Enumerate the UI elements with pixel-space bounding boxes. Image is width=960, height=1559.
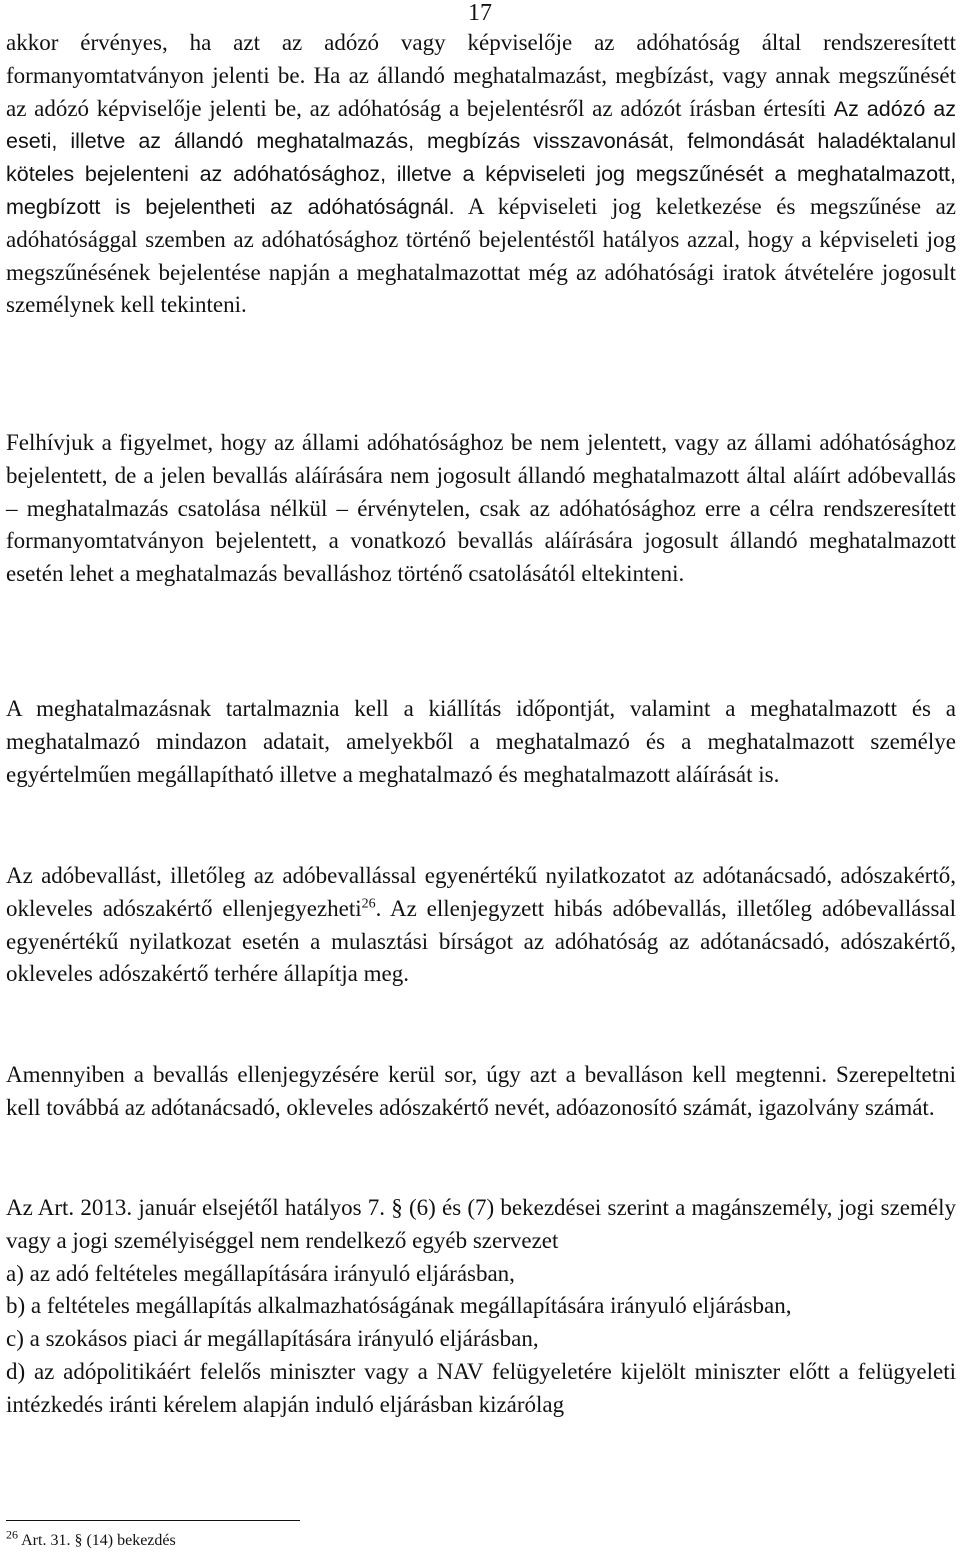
paragraph-text: . Az ellenjegyzett hibás adóbevallás, illetőleg adóbevallással egyenértékű nyilatkozat esetén a mulasztási bírságot az adóhatóság az adótanácsadó, adószakértő, okleveles adószakértő terhére állapítja meg. xyxy=(6,895,956,987)
list-item: a) az adó feltételes megállapítására irányuló eljárásban, xyxy=(6,1260,515,1286)
list-item: c) a szokásos piaci ár megállapítására irányuló eljárásban, xyxy=(6,1326,539,1352)
paragraph-countersignature xyxy=(6,860,956,991)
footnote-number: 26 xyxy=(6,1527,18,1542)
paragraph-representation-notice xyxy=(6,27,956,322)
paragraph-attention-notice xyxy=(6,427,956,591)
paragraph-text: Felhívjuk a figyelmet, hogy az állami adóhatósághoz be nem jelentett, vagy az állami adóhatósághoz bejelentett, de a jelen bevallás aláírására nem jogosult állandó meghatalmazott által aláírt adóbevallás – meghatalmazás csatolása nélkül – érvénytelen, csak az adóhatósághoz erre a célra rendszeresített formanyomtatványon bejelentett, a vonatkozó bevallás aláírására jogosult állandó meghatalmazott esetén lehet a meghatalmazás bevalláshoz történő csatolásától eltekinteni. xyxy=(6,430,956,587)
list-item: b) a feltételes megállapítás alkalmazhatóságának megállapítására irányuló eljárásban, xyxy=(6,1293,792,1319)
paragraph-text: Amennyiben a bevallás ellenjegyzésére kerül sor, úgy azt a bevalláson kell megtenni. Szerepeltetni kell továbbá az adótanácsadó, okleveles adószakértő nevét, adóazonosító számát, igazolvány számát. xyxy=(6,1062,956,1120)
paragraph-text: Az Art. 2013. január elsejétől hatályos 7. § (6) és (7) bekezdései szerint a magánszemély, jogi személy vagy a jogi személyiséggel nem rendelkező egyéb szervezet xyxy=(6,1195,956,1253)
page-number: 17 xyxy=(468,0,492,26)
paragraph-text: Az adóbevallást, illetőleg az adóbevallással egyenértékű nyilatkozatot az adótanácsadó, adószakértő, okleveles adószakértő ellenjegyezheti xyxy=(6,863,956,921)
footnote xyxy=(6,1528,906,1554)
footnote-reference[interactable]: 26 xyxy=(361,896,376,912)
paragraph-text: A meghatalmazásnak tartalmaznia kell a kiállítás időpontját, valamint a meghatalmazott és a meghatalmazó mindazon adatait, amelyekből a meghatalmazó és a meghatalmazott személye egyértelműen megállapítható illetve a meghatalmazó és meghatalmazott aláírását is. xyxy=(6,696,956,787)
paragraph-authorization-content xyxy=(6,693,956,791)
footnote-divider xyxy=(6,1520,300,1521)
paragraph-countersignature-details xyxy=(6,1059,956,1125)
paragraph-art-provisions xyxy=(6,1192,956,1422)
paragraph-text-sans: Az adózó az eseti, illetve az állandó meghatalmazás, megbízás visszavonását, felmondását haladéktalanul köteles bejelenteni az adóhatósághoz, illetve a képviseleti jog megszűnését a meghatalmazott, megbízott is bejelentheti az adóhatóságnál. xyxy=(6,96,957,219)
paragraph-text: A képviseleti jog keletkezése és megszűnése az adóhatósággal szemben az adóhatósághoz történő bejelentéstől hatályos azzal, hogy a képviseleti jog megszűnésének bejelentése napján a meghatalmazottat még az adóhatósági iratok átvételére jogosult személynek kell tekinteni. xyxy=(6,193,956,318)
paragraph-text: akkor érvényes, ha azt az adózó vagy képviselője az adóhatóság által rendszeresített formanyomtatványon jelenti be. Ha az állandó meghatalmazást, megbízást, vagy annak megszűnését az adózó képviselője jelenti be, az adóhatóság a bejelentésről az adózót írásban értesíti xyxy=(6,30,956,121)
footnote-text: Art. 31. § (14) bekezdés xyxy=(18,1532,176,1549)
list-item: d) az adópolitikáért felelős miniszter vagy a NAV felügyeletére kijelölt miniszter előtt a felügyeleti intézkedés iránti kérelem alapján induló eljárásban kizárólag xyxy=(6,1358,956,1417)
